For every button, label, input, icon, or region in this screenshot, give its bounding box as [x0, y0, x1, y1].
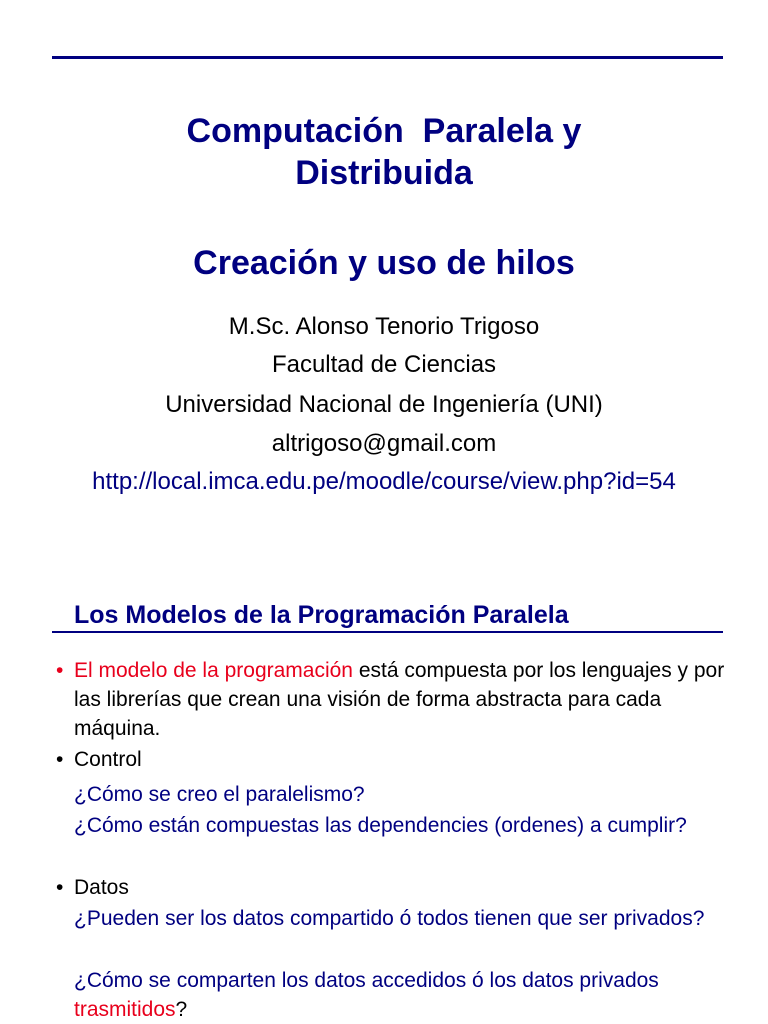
data-question-highlight: trasmitidos [74, 998, 176, 1021]
data-question: ¿Pueden ser los datos compartido ó todos tienen que ser privados? [74, 907, 705, 930]
page-subtitle: Creación y uso de hilos [193, 244, 575, 282]
data-question [74, 966, 734, 1024]
model-highlight: El modelo de la programación [74, 659, 353, 682]
section-heading: Los Modelos de la Programación Paralela [74, 601, 569, 629]
bullet-item-data: Datos [74, 876, 129, 899]
author-email[interactable]: altrigoso@gmail.com [271, 430, 497, 457]
bullet-icon: • [56, 748, 64, 771]
course-url-link[interactable]: http://local.imca.edu.pe/moodle/course/view.php?id=54 [92, 468, 676, 495]
model-description: está compuesta por los lenguajes y por las librerías que crean una visión de forma abstracta para cada máquina. [74, 659, 725, 740]
data-question-mark: ? [175, 998, 188, 1021]
author-university: Universidad Nacional de Ingeniería (UNI) [165, 391, 603, 418]
control-question: ¿Cómo se creo el paralelismo? [74, 783, 365, 806]
page-title: Computación Paralela y Distribuida [186, 112, 582, 192]
section-divider [52, 631, 723, 633]
bullet-icon: • [56, 659, 64, 682]
bullet-item-model [74, 656, 734, 743]
bullet-item-control: Control [74, 748, 142, 771]
author-faculty: Facultad de Ciencias [271, 351, 497, 378]
control-question: ¿Cómo están compuestas las dependencies (ordenes) a cumplir? [74, 814, 687, 837]
bullet-icon: • [56, 876, 64, 899]
author-name: M.Sc. Alonso Tenorio Trigoso [228, 313, 540, 340]
data-question-text: ¿Cómo se comparten los datos accedidos ó los datos privados [74, 969, 659, 992]
top-divider [52, 56, 723, 59]
